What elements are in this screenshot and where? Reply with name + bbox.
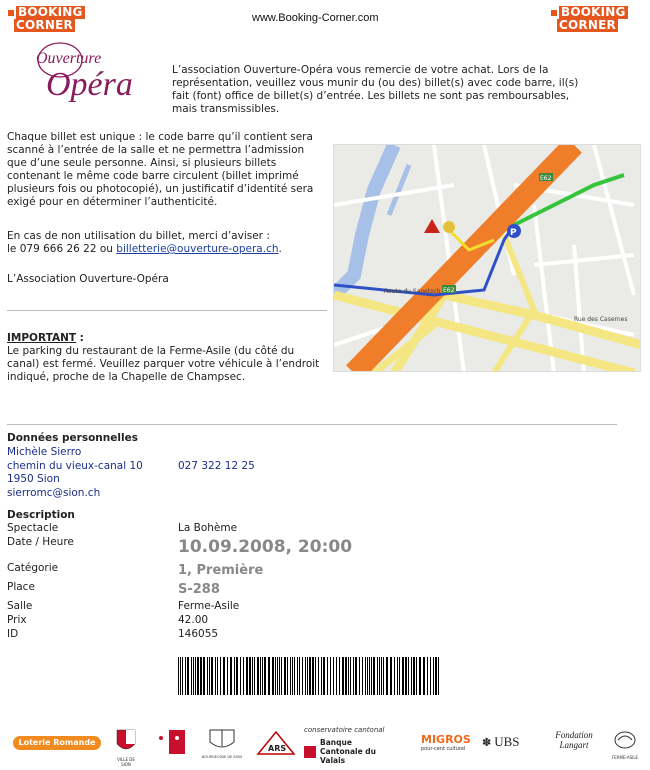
personal-title: Données personnelles	[7, 432, 138, 444]
valais-flag-icon	[153, 730, 185, 754]
divider	[7, 424, 617, 425]
bourgeoisie-crest-icon	[200, 728, 244, 752]
sion-shield-icon	[115, 728, 137, 754]
category-label: Catégorie	[7, 562, 59, 574]
important-block	[7, 332, 322, 384]
intro-text: L’association Ouverture-Opéra vous remercie de votre achat. Lors de la représentation, veuillez vous munir du (ou des) billet(s) avec code barre, il(s) fait (font) office de billet(s) d’entrée. Les billets ne sont pas remboursables, mais transmissibles.	[172, 64, 579, 115]
map-label-casernes: Rue des Casernes	[574, 316, 628, 323]
svg-text:ARS: ARS	[268, 744, 287, 753]
price-label: Prix	[7, 614, 27, 626]
important-title: IMPORTANT	[7, 332, 77, 344]
ferme-asile-logo: FERME-ASILE	[610, 728, 640, 762]
important-text: Le parking du restaurant de la Ferme-Asile (du côté du canal) est fermé. Veuillez parquer votre véhicule à l’endroit indiqué, proche de la Chapelle de Champsec.	[7, 345, 320, 383]
brand-square-icon	[551, 10, 557, 16]
contact-line2	[7, 243, 322, 256]
logo-ouverture-text: Ouverture	[36, 50, 102, 67]
date-value: 10.09.2008, 20:00	[178, 537, 353, 557]
unique-ticket-text: Chaque billet est unique : le code barre qu’il contient sera scanné à l’entrée de la salle et ne permettra l’admission que d’une seule personne. Ainsi, si plusieurs billets contenant le même code barre circulent (billet imprimé plusieurs fois ou photocopié), un justificatif d’identité sera exigé pour en déterminer l’authenticité.	[7, 131, 314, 208]
langart-logo: Fondation Langart	[555, 730, 593, 750]
bcvs-text: Banque Cantonale du Valais	[320, 738, 377, 765]
divider	[7, 310, 327, 311]
logo-opera-text: Opéra	[46, 66, 133, 103]
barcode-graphic	[178, 657, 443, 695]
ville-de-sion-logo: VILLE DE SION	[115, 728, 137, 762]
ars-triangle-icon	[256, 730, 296, 756]
price-value: 42.00	[178, 614, 209, 626]
ubs-logo: ✽ UBS	[482, 734, 520, 749]
contact-phone: le 079 666 26 22 ou	[7, 243, 117, 255]
important-colon: :	[76, 332, 84, 344]
ticket-barcode	[178, 657, 443, 695]
brand-right-top: BOOKING	[561, 5, 626, 19]
migros-logo: MIGROS pour-cent culturel	[421, 733, 471, 752]
bcvs-icon	[304, 746, 316, 758]
ubs-keys-icon: ✽	[482, 735, 492, 749]
personal-city: 1950 Sion	[7, 473, 60, 485]
contact-line1: En cas de non utilisation du billet, merci d’aviser :	[7, 230, 270, 242]
contact-email-link[interactable]: billetterie@ouverture-opera.ch	[116, 243, 279, 255]
description-title: Description	[7, 509, 75, 521]
contact-suffix: .	[278, 243, 282, 255]
spectacle-value: La Bohème	[178, 522, 238, 534]
ars-logo	[256, 730, 296, 756]
map-label-sanetsch: Route du Sanetsch	[384, 288, 441, 295]
map-graphic	[334, 145, 641, 372]
loterie-romande-logo: Loterie Romande	[13, 736, 101, 750]
personal-street: chemin du vieux-canal 10	[7, 460, 143, 472]
contact-block	[7, 230, 322, 256]
hall-label: Salle	[7, 600, 33, 612]
hall-value: Ferme-Asile	[178, 600, 240, 612]
valais-logo	[153, 730, 185, 754]
spectacle-label: Spectacle	[7, 522, 59, 534]
map-label-e62-a: E62	[540, 175, 552, 182]
brand-right-bottom: CORNER	[559, 18, 616, 32]
brand-square-icon	[8, 10, 14, 16]
ouverture-opera-logo	[22, 38, 147, 108]
personal-email: sierromc@sion.ch	[7, 487, 101, 499]
brand-left-bottom: CORNER	[16, 18, 73, 32]
location-map[interactable]	[333, 144, 641, 372]
site-url: www.Booking-Corner.com	[252, 12, 379, 24]
personal-name: Michèle Sierro	[7, 446, 82, 458]
personal-phone: 027 322 12 25	[178, 460, 255, 472]
place-value: S-288	[178, 582, 220, 597]
category-value: 1, Première	[178, 563, 264, 578]
association-signature: L’Association Ouverture-Opéra	[7, 273, 169, 285]
place-label: Place	[7, 581, 35, 593]
ferme-asile-icon	[610, 728, 640, 752]
map-label-e62-b: E62	[443, 287, 455, 294]
conservatoire-bcvs-logo	[304, 726, 394, 766]
svg-text:P: P	[510, 228, 517, 238]
brand-left-top: BOOKING	[18, 5, 83, 19]
date-label: Date / Heure	[7, 536, 74, 548]
id-label: ID	[7, 628, 19, 640]
id-value: 146055	[178, 628, 219, 640]
booking-corner-logo-right	[551, 6, 641, 34]
bourgeoisie-de-sion-logo: BOURGEOISIE DE SION	[200, 728, 244, 762]
conservatoire-text: conservatoire cantonal	[304, 726, 385, 734]
booking-corner-logo-left	[8, 6, 98, 34]
